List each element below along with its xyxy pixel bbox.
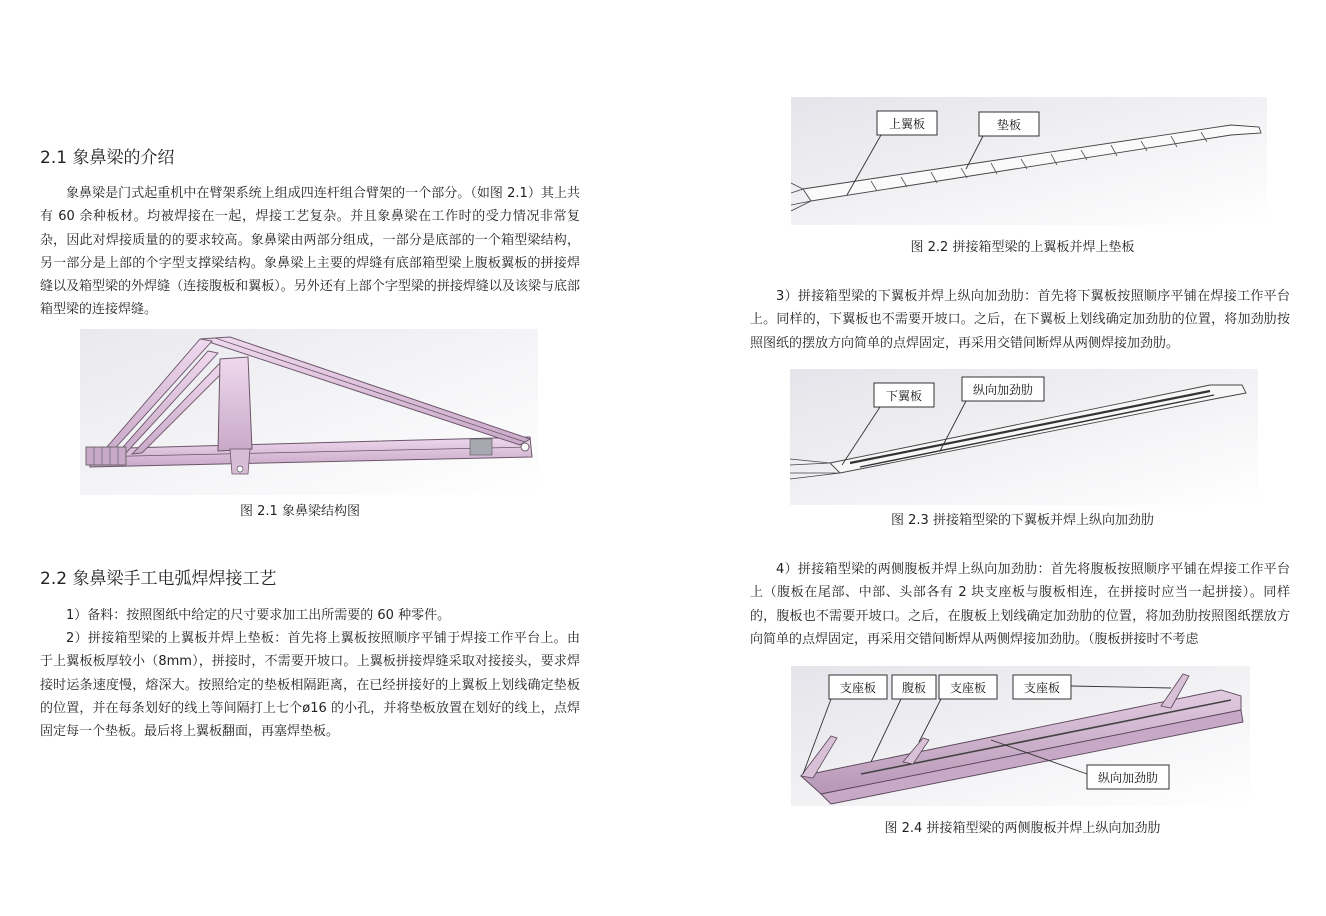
- step-3-paragraph: 3）拼接箱型梁的下翼板并焊上纵向加劲肋：首先将下翼板按照顺序平铺在焊接工作平台上。同样的，下翼板也不需要开坡口。之后，在下翼板上划线确定加劲肋的位置，将加劲肋按照图纸的摆放方向简单的点焊固定，再采用交错间断焊从两侧焊接加劲肋。: [750, 289, 1290, 351]
- fig2-label-upper-flange: 上翼板: [888, 117, 926, 131]
- figure-2-1-caption: 图 2.1 象鼻梁结构图: [240, 504, 360, 519]
- figure-2-2: [791, 97, 1267, 225]
- web-plates-drawing: [791, 666, 1250, 806]
- fig4-label-support-plate-2: 支座板: [949, 681, 987, 695]
- fig3-label-lower-flange: 下翼板: [885, 389, 923, 403]
- step-4-paragraph: 4）拼接箱型梁的两侧腹板并焊上纵向加劲肋：首先将腹板按照顺序平铺在焊接工作平台上（腹板在尾部、中部、头部各有 2 块支座板与腹板相连，在拼接时应当一起拼接）。同样的，腹板也不需要开坡口。之后，在腹板上划线确定加劲肋的位置，将加劲肋按照图纸摆放方向简单的点焊固定，再采用交错间断焊从两侧焊接加劲肋。（腹板拼接时不考虑: [750, 562, 1290, 647]
- elephant-beam-drawing: [80, 329, 538, 495]
- fig4-label-support-plate-3: 支座板: [1023, 681, 1061, 695]
- figure-2-4-caption: 图 2.4 拼接箱型梁的两侧腹板并焊上纵向加劲肋: [884, 821, 1161, 836]
- figure-2-4: [791, 666, 1250, 806]
- step-1-paragraph: 1）备料：按照图纸中给定的尺寸要求加工出所需要的 60 种零件。: [66, 608, 451, 623]
- fig3-label-longitudinal-stiffener: 纵向加劲肋: [972, 383, 1034, 397]
- fig4-label-web-plate: 腹板: [901, 681, 927, 695]
- lower-flange-drawing: [790, 369, 1258, 505]
- step-2-paragraph: 2）拼接箱型梁的上翼板并焊上垫板：首先将上翼板按照顺序平铺于焊接工作平台上。由于上翼板板厚较小（8mm），拼接时，不需要开坡口。上翼板拼接焊缝采取对接接头，要求焊接时运条速度慢，熔深大。按照给定的垫板相隔距离，在已经拼接好的上翼板上划线确定垫板的位置，并在每条划好的线上等间隔打上七个ø16 的小孔，并将垫板放置在划好的线上，点焊固定每一个垫板。最后将上翼板翻面，再塞焊垫板。: [40, 631, 580, 740]
- figure-2-3-caption: 图 2.3 拼接箱型梁的下翼板并焊上纵向加劲肋: [891, 513, 1154, 528]
- fig2-label-backing-plate: 垫板: [996, 118, 1022, 132]
- section-heading-2-2: 2.2 象鼻梁手工电弧焊焊接工艺: [40, 569, 277, 589]
- figure-2-2-caption: 图 2.2 拼接箱型梁的上翼板并焊上垫板: [910, 240, 1135, 255]
- figure-2-3: [790, 369, 1258, 505]
- figure-2-1: [80, 329, 538, 495]
- fig4-label-longitudinal-stiffener: 纵向加劲肋: [1097, 771, 1159, 785]
- fig4-label-support-plate-1: 支座板: [839, 681, 877, 695]
- upper-flange-drawing: [791, 97, 1267, 225]
- section-heading-2-1: 2.1 象鼻梁的介绍: [40, 148, 175, 168]
- intro-paragraph: 象鼻梁是门式起重机中在臂架系统上组成四连杆组合臂架的一个部分。（如图 2.1）其上共有 60 余种板材。均被焊接在一起，焊接工艺复杂。并且象鼻梁在工作时的受力情况非常复杂，因此对焊接质量的的要求较高。象鼻梁由两部分组成，一部分是底部的一个箱型梁结构，另一部分是上部的个字型支撑梁结构。象鼻梁上主要的焊缝有底部箱型梁上腹板翼板的拼接焊缝以及箱型梁的外焊缝（连接腹板和翼板）。另外还有上部个字型梁的拼接焊缝以及该梁与底部箱型梁的连接焊缝。: [40, 186, 580, 318]
